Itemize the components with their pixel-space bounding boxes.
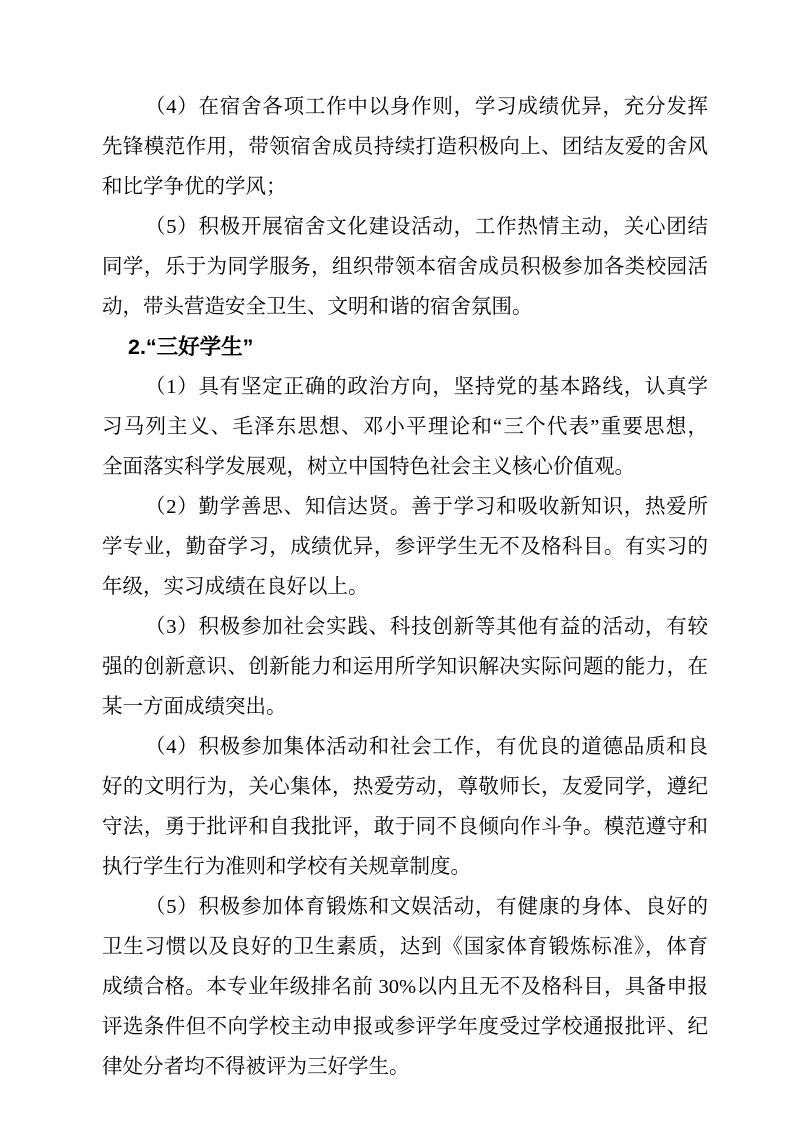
text-line: （5）积极参加体育锻炼和文娱活动，有健康的身体、良好的	[145, 896, 708, 918]
text-line: 执行学生行为准则和学校有关规章制度。	[102, 856, 471, 878]
text-line: （4）积极参加集体活动和社会工作，有优良的道德品质和良	[145, 736, 708, 758]
section-heading: 2.“三好学生”	[128, 335, 254, 359]
text-line: 守法，勇于批评和自我批评，敢于同不良倾向作斗争。模范遵守和	[102, 816, 708, 838]
text-line: 成绩合格。本专业年级排名前 30%以内且无不及格科目，具备申报	[102, 976, 708, 998]
text-line: 先锋模范作用，带领宿舍成员持续打造积极向上、团结友爱的舍风	[102, 136, 708, 158]
text-line: （1）具有坚定正确的政治方向，坚持党的基本路线，认真学	[145, 376, 708, 398]
document-content	[102, 87, 708, 1087]
text-line: （3）积极参加社会实践、科技创新等其他有益的活动，有较	[145, 616, 708, 638]
text-line: （4）在宿舍各项工作中以身作则，学习成绩优异，充分发挥	[145, 96, 708, 118]
text-line: 年级，实习成绩在良好以上。	[102, 576, 369, 598]
text-line: 律处分者均不得被评为三好学生。	[102, 1056, 410, 1078]
text-line: （2）勤学善思、知信达贤。善于学习和吸收新知识，热爱所	[145, 496, 708, 518]
text-line: 学专业，勤奋学习，成绩优异，参评学生无不及格科目。有实习的	[102, 536, 708, 558]
text-line: 全面落实科学发展观，树立中国特色社会主义核心价值观。	[102, 456, 635, 478]
text-line: 和比学争优的学风；	[102, 176, 287, 198]
text-line: 好的文明行为，关心集体，热爱劳动，尊敬师长，友爱同学，遵纪	[102, 776, 708, 798]
text-line: （5）积极开展宿舍文化建设活动，工作热情主动，关心团结	[145, 216, 708, 238]
text-line: 评选条件但不向学校主动申报或参评学年度受过学校通报批评、纪	[102, 1016, 708, 1038]
text-line: 同学，乐于为同学服务，组织带领本宿舍成员积极参加各类校园活	[102, 256, 708, 278]
text-line: 某一方面成绩突出。	[102, 696, 287, 718]
text-line: 动，带头营造安全卫生、文明和谐的宿舍氛围。	[102, 296, 533, 318]
text-line: 习马列主义、毛泽东思想、邓小平理论和“三个代表”重要思想，	[102, 416, 708, 438]
text-line: 卫生习惯以及良好的卫生素质，达到《国家体育锻炼标准》，体育	[102, 936, 708, 958]
text-line: 强的创新意识、创新能力和运用所学知识解决实际问题的能力，在	[102, 656, 708, 678]
